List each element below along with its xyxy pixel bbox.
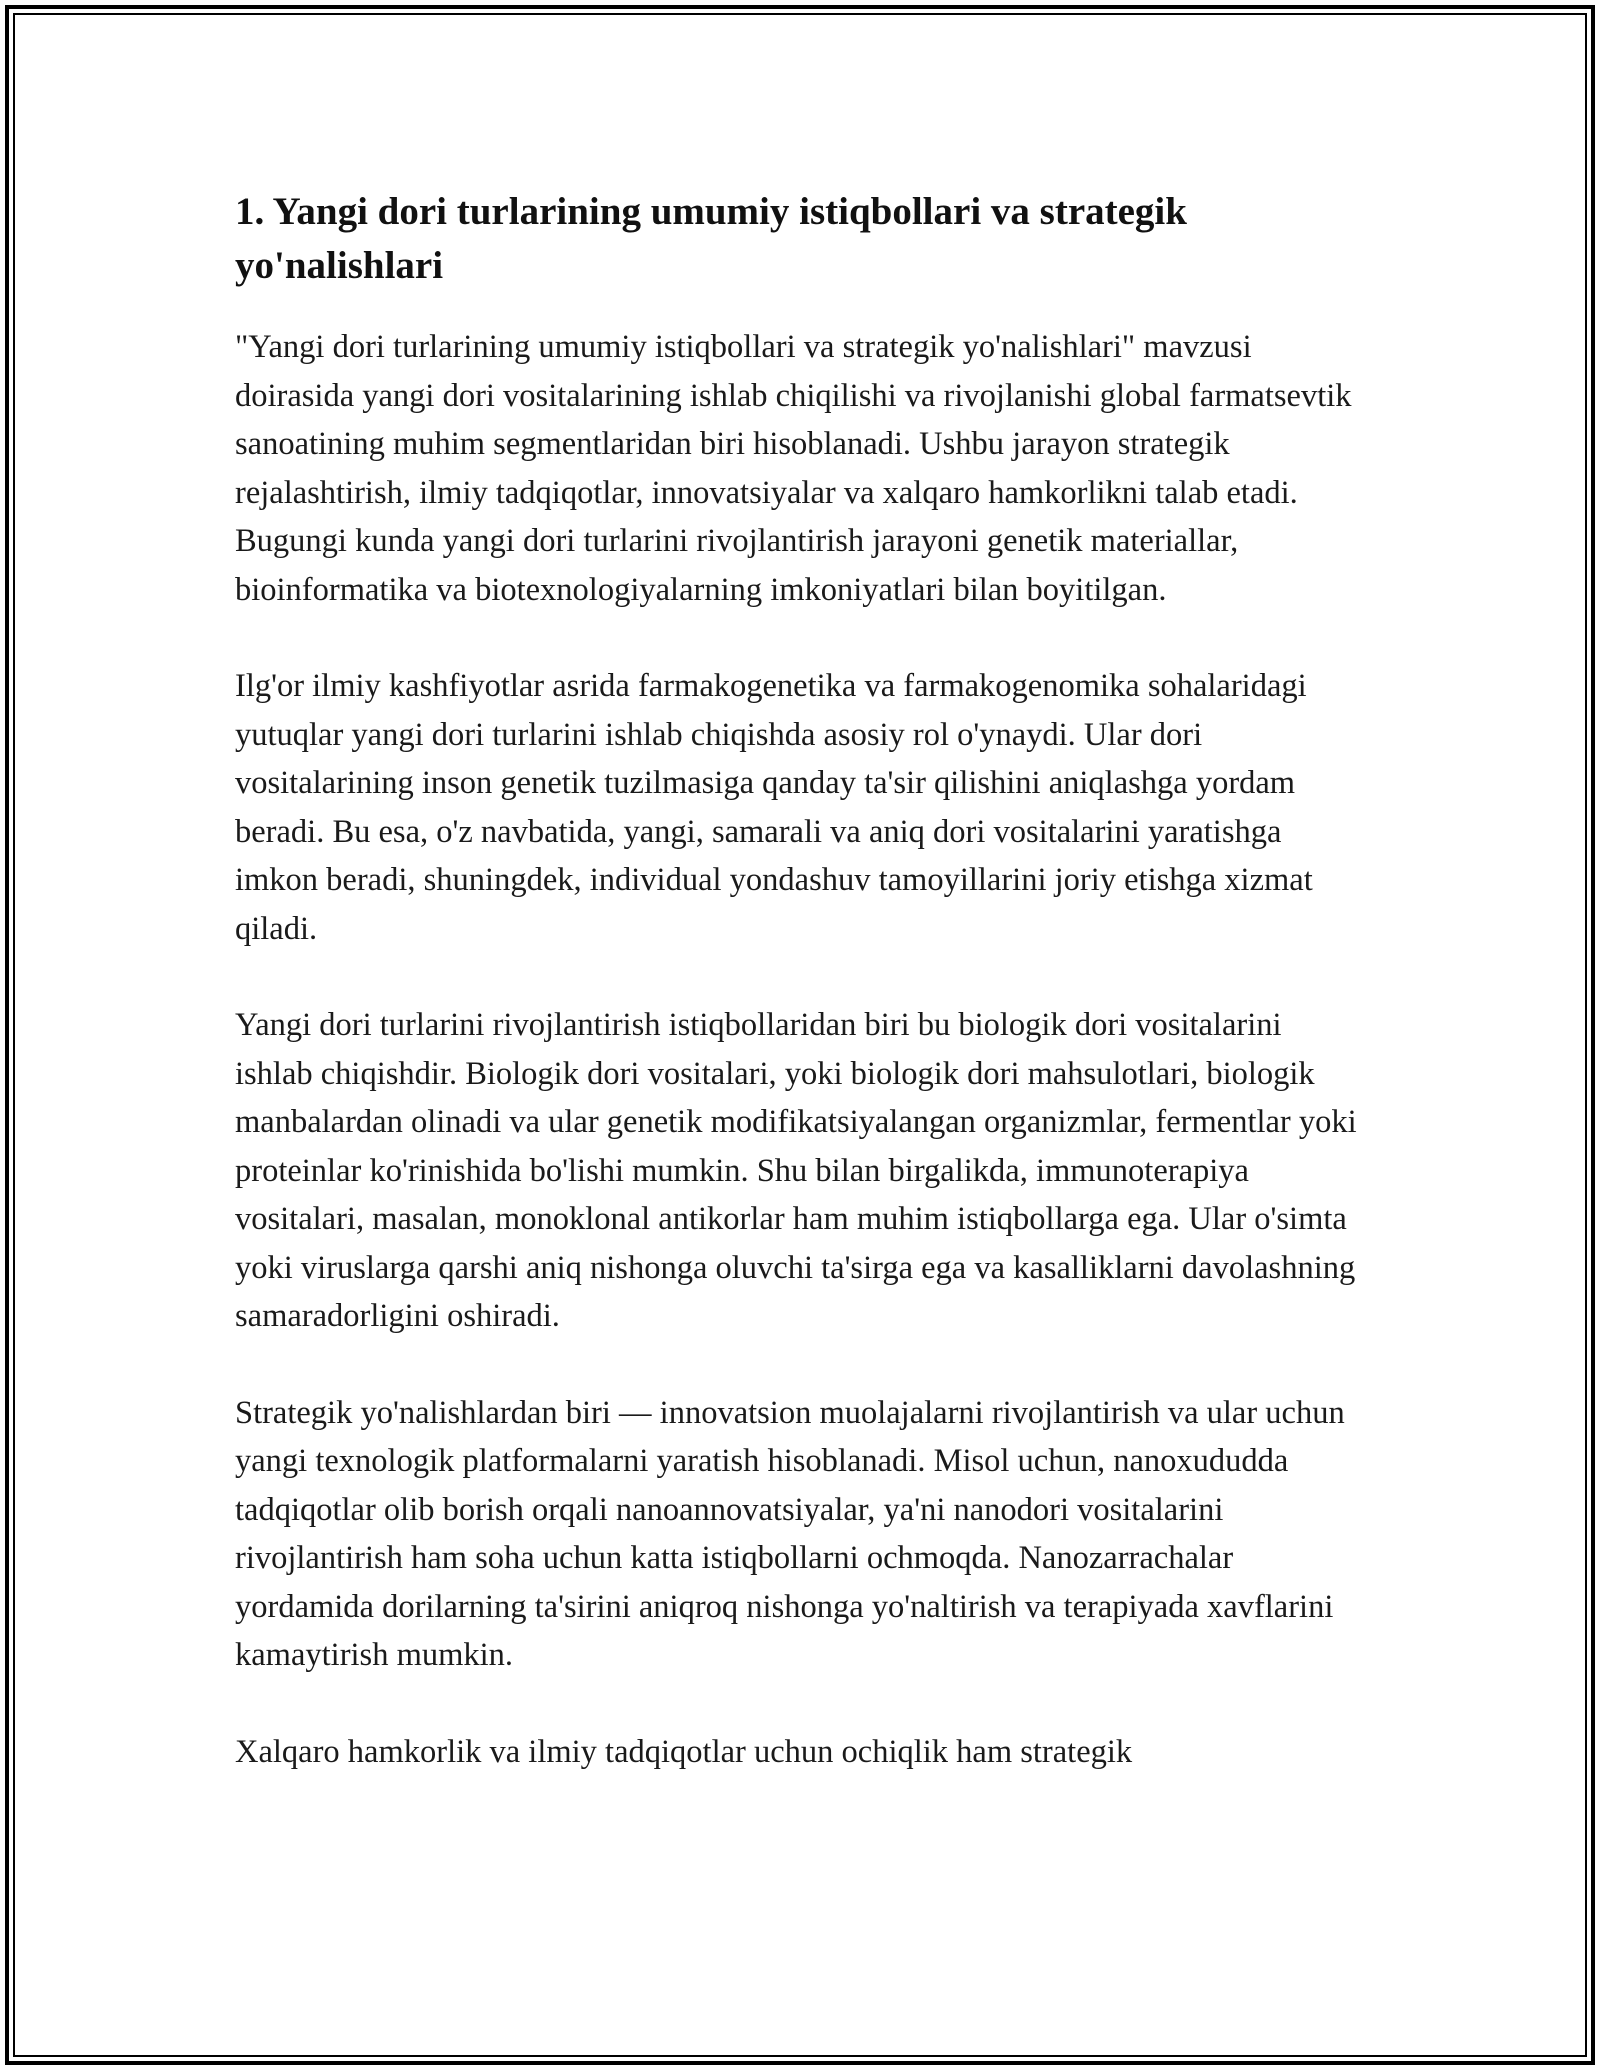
- paragraph-2: Ilg'or ilmiy kashfiyotlar asrida farmakogenetika va farmakogenomika sohalaridagi yutuqlar yangi dori turlarini ishlab chiqishda asosiy rol o'ynaydi. Ular dori vositalarining inson genetik tuzilmasiga qanday ta'sir qilishini aniqlashga yordam beradi. Bu esa, o'z navbatida, yangi, samarali va aniq dori vositalarini yaratishga imkon beradi, shuningdek, individual yondashuv tamoyillarini joriy etishga xizmat qiladi.: [235, 668, 1313, 947]
- paragraph-4: Strategik yo'nalishlardan biri — innovatsion muolajalarni rivojlantirish va ular uchun yangi texnologik platformalarni yaratish hisoblanadi. Misol uchun, nanoxududda tadqiqotlar olib borish orqali nanoannovatsiyalar, ya'ni nanodori vositalarini rivojlantirish ham soha uchun katta istiqbollarni ochmoqda. Nanozarrachalar yordamida dorilarning ta'sirini aniqroq nishonga yo'naltirish va terapiyada xavflarini kamaytirish mumkin.: [235, 1394, 1345, 1673]
- section-heading: 1. Yangi dori turlarining umumiy istiqbollari va strategik yo'nalishlari: [235, 190, 1187, 287]
- document-body: [235, 185, 1365, 1824]
- paragraph-1: "Yangi dori turlarining umumiy istiqbollari va strategik yo'nalishlari" mavzusi doirasida yangi dori vositalarining ishlab chiqilishi va rivojlanishi global farmatsevtik sanoatining muhim segmentlaridan biri hisoblanadi. Ushbu jarayon strategik rejalashtirish, ilmiy tadqiqotlar, innovatsiyalar va xalqaro hamkorlikni talab etadi. Bugungi kunda yangi dori turlarini rivojlantirish jarayoni genetik materiallar, bioinformatika va biotexnologiyalarning imkoniyatlari bilan boyitilgan.: [235, 329, 1352, 608]
- paragraph-3: Yangi dori turlarini rivojlantirish istiqbollaridan biri bu biologik dori vositalarini ishlab chiqishdir. Biologik dori vositalari, yoki biologik dori mahsulotlari, biologik manbalardan olinadi va ular genetik modifikatsiyalangan organizmlar, fermentlar yoki proteinlar ko'rinishida bo'lishi mumkin. Shu bilan birgalikda, immunoterapiya vositalari, masalan, monoklonal antikorlar ham muhim istiqbollarga ega. Ular o'simta yoki viruslarga qarshi aniq nishonga oluvchi ta'sirga ega va kasalliklarni davolashning samaradorligini oshiradi.: [235, 1007, 1357, 1334]
- paragraph-5: Xalqaro hamkorlik va ilmiy tadqiqotlar uchun ochiqlik ham strategik: [235, 1733, 1133, 1770]
